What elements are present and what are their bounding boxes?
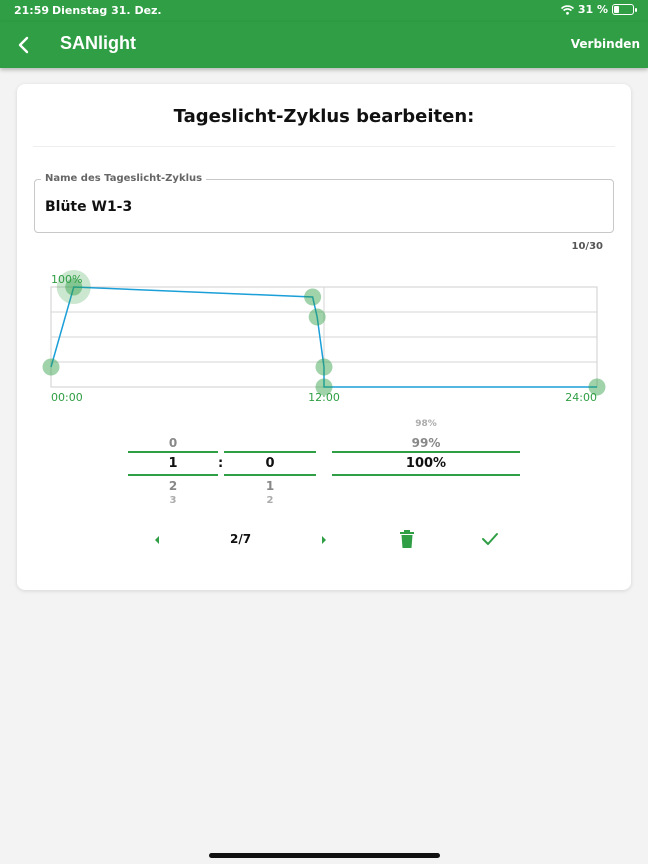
percent-option-above-1[interactable]: 99% <box>411 436 441 450</box>
previous-point-button[interactable] <box>150 532 164 546</box>
minute-option-below-2[interactable]: 2 <box>266 495 274 506</box>
percent-select-line-bottom <box>332 474 520 476</box>
percent-option-above-2[interactable]: 98% <box>415 419 437 429</box>
minute-select-line-bottom <box>224 474 316 476</box>
connect-button[interactable]: Verbinden <box>570 37 640 51</box>
char-counter: 10/30 <box>571 241 603 252</box>
status-date: Dienstag 31. Dez. <box>52 4 162 17</box>
status-time: 21:59 <box>14 4 50 17</box>
percent-selected[interactable]: 100% <box>405 456 447 471</box>
home-indicator <box>209 853 440 858</box>
checkmark-icon <box>480 530 500 548</box>
trash-icon <box>398 529 416 549</box>
battery-percent: 31 % <box>577 3 608 16</box>
caret-right-icon <box>317 533 331 547</box>
hour-option-below-2[interactable]: 3 <box>169 495 177 506</box>
hour-option-below-1[interactable]: 2 <box>168 479 178 493</box>
page-title: Tageslicht-Zyklus bearbeiten: <box>173 106 475 127</box>
next-point-button[interactable] <box>317 532 331 546</box>
hour-option-above[interactable]: 0 <box>168 436 178 450</box>
hour-select-line-top <box>128 451 218 453</box>
cycle-point[interactable] <box>43 359 60 376</box>
x-tick-label: 12:00 <box>308 391 340 404</box>
point-index: 2/7 <box>230 532 252 546</box>
time-separator: : <box>218 456 224 471</box>
minute-selected[interactable]: 0 <box>265 456 275 471</box>
x-tick-label: 00:00 <box>51 391 83 404</box>
light-cycle-chart[interactable] <box>0 0 648 420</box>
hour-select-line-bottom <box>128 474 218 476</box>
y-max-label: 100% <box>51 273 83 286</box>
minute-select-line-top <box>224 451 316 453</box>
confirm-button[interactable] <box>480 530 500 548</box>
delete-point-button[interactable] <box>398 529 416 549</box>
hour-selected[interactable]: 1 <box>168 456 178 471</box>
caret-left-icon <box>150 533 164 547</box>
cycle-name-value[interactable]: Blüte W1-3 <box>45 199 133 215</box>
cycle-point[interactable] <box>304 289 321 306</box>
cycle-point[interactable] <box>309 309 326 326</box>
minute-option-below-1[interactable]: 1 <box>265 479 275 493</box>
percent-select-line-top <box>332 451 520 453</box>
cycle-point[interactable] <box>316 359 333 376</box>
cycle-name-label: Name des Tageslicht-Zyklus <box>41 173 206 184</box>
app-title: SANlight <box>60 33 136 53</box>
x-tick-label: 24:00 <box>565 391 597 404</box>
